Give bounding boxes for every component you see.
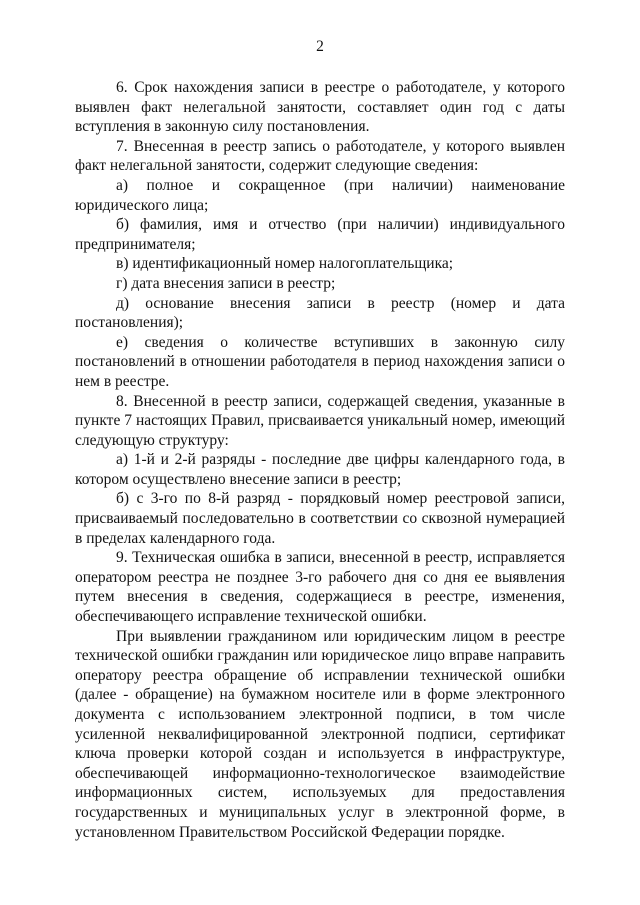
paragraph-7: 7. Внесенная в реестр запись о работодателе, у которого выявлен факт нелегальной занятости, содержит следующие сведения: — [75, 137, 565, 175]
document-body — [75, 78, 565, 842]
item-8a: а) 1-й и 2-й разряды - последние две цифры календарного года, в котором осуществлено внесение записи в реестр; — [75, 451, 565, 488]
item-7e: е) сведения о количестве вступивших в законную силу постановлений в отношении работодателя в период нахождения записи о нем в реестре. — [75, 333, 565, 390]
item-8b: б) с 3-го по 8-й разряд - порядковый номер реестровой записи, присваиваемый последовательно в соответствии со сквозной нумерацией в пределах календарного года. — [75, 490, 565, 547]
item-7d: д) основание внесения записи в реестр (номер и дата постановления); — [75, 294, 565, 332]
item-7v: в) идентификационный номер налогоплательщика; — [116, 255, 454, 273]
paragraph-9-continued: При выявлении гражданином или юридическим лицом в реестре технической ошибки гражданин или юридическое лицо вправе направить оператору реестра обращение об исправлении технической ошибки (далее - обращение) на бумажном носителе или в форме электронного документа с использованием электронной подписи, в том числе усиленной неквалифицированной электронной подписи, сертификат ключа проверки которой создан и используется в инфраструктуре, обеспечивающей информационно-технологическое взаимодействие информационных систем, используемых для предоставления государственных и муниципальных услуг в электронной форме, в установленном Правительством Российской Федерации порядке. — [75, 627, 565, 841]
item-7g: г) дата внесения записи в реестр; — [116, 274, 336, 292]
paragraph-9: 9. Техническая ошибка в записи, внесенной в реестр, исправляется оператором реестра не позднее 3-го рабочего дня со дня ее выявления путем внесения в сведения, содержащиеся в реестре, изменения, обеспечивающего исправление технической ошибки. — [75, 549, 565, 626]
item-7a: а) полное и сокращенное (при наличии) наименование юридического лица; — [75, 176, 565, 214]
paragraph-6: 6. Срок нахождения записи в реестре о работодателе, у которого выявлен факт нелегальной занятости, составляет один год с даты вступления в законную силу постановления. — [75, 79, 565, 136]
page-number: 2 — [316, 38, 324, 55]
paragraph-8: 8. Внесенной в реестр записи, содержащей сведения, указанные в пункте 7 настоящих Правил, присваивается уникальный номер, имеющий следующую структуру: — [75, 392, 565, 449]
item-7b: б) фамилия, имя и отчество (при наличии) индивидуального предпринимателя; — [75, 216, 565, 253]
